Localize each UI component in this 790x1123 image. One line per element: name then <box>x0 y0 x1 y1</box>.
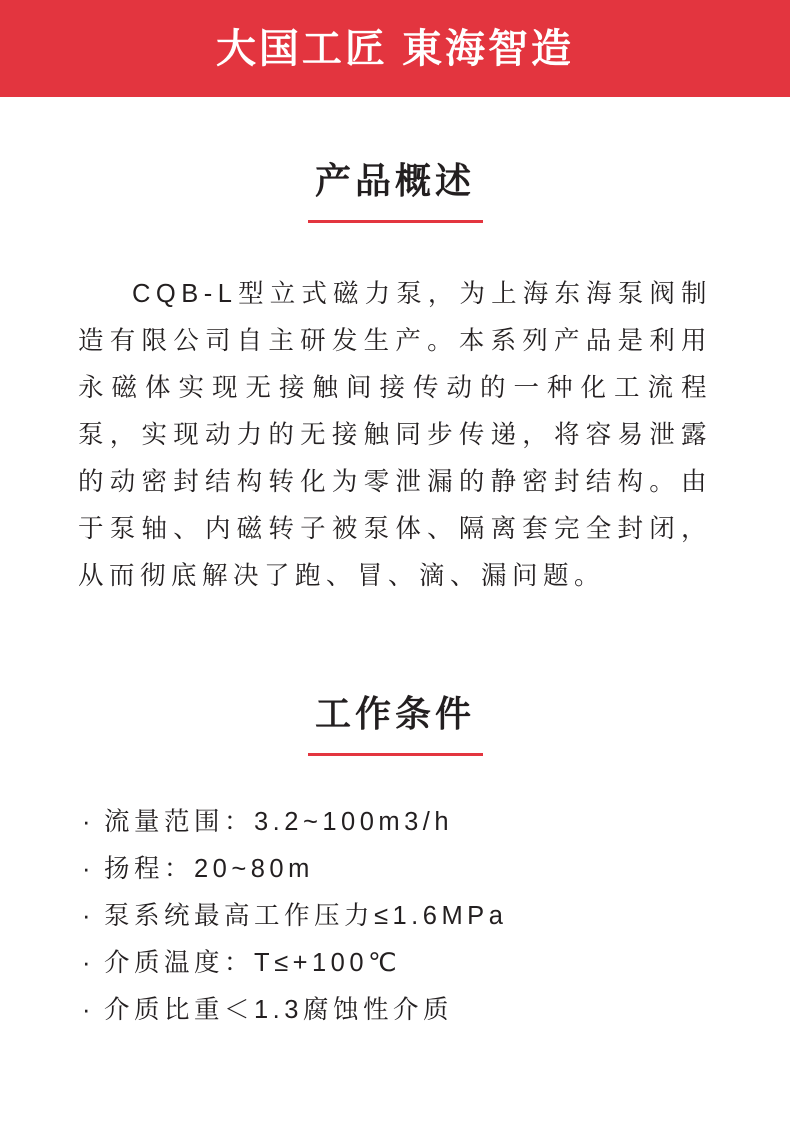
overview-paragraph: CQB-L型立式磁力泵，为上海东海泵阀制造有限公司自主研发生产。本系列产品是利用永磁体实现无接触间接传动的一种化工流程泵，实现动力的无接触同步传递，将容易泄露的动密封结构转化为零泄漏的静密封结构。由于泵轴、内磁转子被泵体、隔离套完全封闭，从而彻底解决了跑、冒、滴、漏问题。 <box>78 280 712 591</box>
bullet-icon: · <box>82 996 95 1025</box>
section-heading-conditions <box>0 692 790 756</box>
list-item <box>82 847 790 892</box>
bullet-icon: · <box>82 855 95 884</box>
top-banner <box>0 0 790 97</box>
list-item <box>82 988 790 1033</box>
list-item <box>82 800 790 845</box>
heading-rule-overview <box>308 220 483 223</box>
section-heading-overview <box>0 159 790 223</box>
bullet-icon: · <box>82 808 95 837</box>
bullet-icon: · <box>82 902 95 931</box>
banner-edge-right <box>768 0 790 97</box>
list-item-label: 介质比重＜1.3腐蚀性介质 <box>104 996 453 1025</box>
list-item-label: 介质温度：T≤+100℃ <box>104 949 402 978</box>
section-title-overview: 产品概述 <box>314 160 475 201</box>
bullet-icon: · <box>82 949 95 978</box>
heading-rule-conditions <box>308 753 483 756</box>
banner-title: 大国工匠 東海智造 <box>215 26 575 71</box>
list-item <box>82 894 790 939</box>
overview-paragraph-wrapper <box>78 271 712 600</box>
list-item <box>82 941 790 986</box>
working-conditions-list <box>0 800 790 1033</box>
list-item-label: 扬程：20~80m <box>104 855 314 884</box>
list-item-label: 泵系统最高工作压力≤1.6MPa <box>104 902 508 931</box>
list-item-label: 流量范围：3.2~100m3/h <box>104 808 454 837</box>
section-title-conditions: 工作条件 <box>314 693 475 735</box>
banner-edge-left <box>0 0 22 97</box>
